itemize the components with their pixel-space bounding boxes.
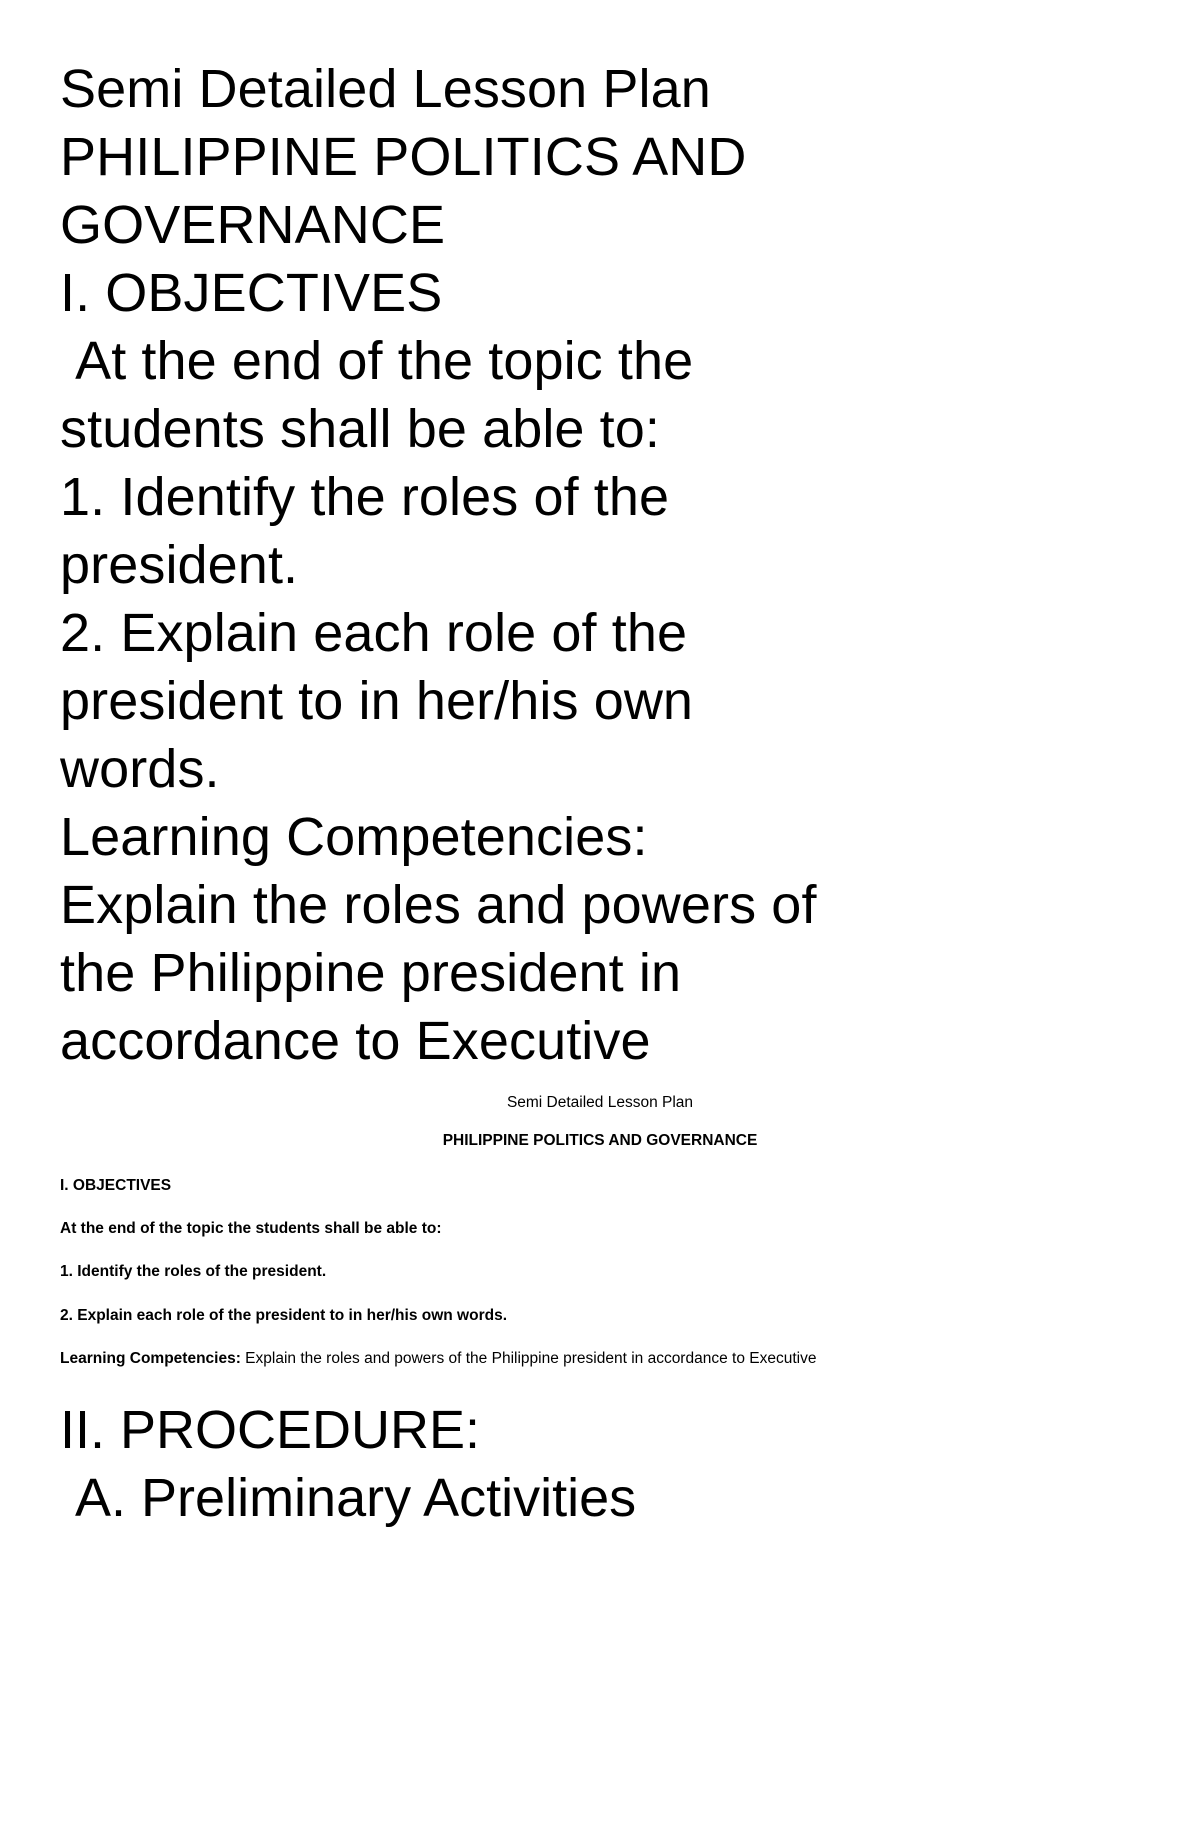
- heading-line: Semi Detailed Lesson Plan: [60, 59, 711, 119]
- heading-line: president to in her/his own: [60, 671, 694, 732]
- heading-line: 2. Explain each role of the: [60, 603, 688, 664]
- heading-line: students shall be able to:: [60, 399, 661, 460]
- heading-line: At the end of the topic the: [60, 331, 694, 392]
- heading-line: Learning Competencies:: [60, 807, 648, 868]
- heading-line: the Philippine president in: [60, 943, 682, 1004]
- competencies-text: Explain the roles and powers of the Philippine president in accordance to Executive: [240, 1349, 817, 1367]
- procedure-block: [60, 1396, 1140, 1532]
- body-objective-1: 1. Identify the roles of the president.: [60, 1263, 327, 1281]
- heading-line: president.: [60, 535, 299, 596]
- body-objectives-heading: I. OBJECTIVES: [60, 1176, 172, 1194]
- preliminary-activities-heading: A. Preliminary Activities: [60, 1468, 637, 1529]
- body-title-line-1: Semi Detailed Lesson Plan: [506, 1094, 694, 1112]
- competencies-label: Learning Competencies:: [60, 1349, 241, 1367]
- heading-line: GOVERNANCE: [60, 195, 446, 256]
- heading-line: Explain the roles and powers of: [60, 875, 817, 936]
- lesson-plan-body-block: [60, 1091, 1140, 1370]
- heading-line: I. OBJECTIVES: [60, 263, 443, 324]
- body-learning-competencies: [60, 1347, 1140, 1370]
- body-title-line-2: PHILIPPINE POLITICS AND GOVERNANCE: [442, 1131, 758, 1149]
- heading-line: PHILIPPINE POLITICS AND: [60, 127, 747, 188]
- heading-line: accordance to Executive: [60, 1011, 651, 1072]
- heading-line: words.: [60, 739, 220, 800]
- lesson-plan-heading-block: [60, 55, 1140, 1075]
- body-objectives-intro: At the end of the topic the students shall be able to:: [60, 1220, 442, 1238]
- procedure-heading: II. PROCEDURE:: [60, 1400, 481, 1461]
- body-objective-2: 2. Explain each role of the president to in her/his own words.: [60, 1306, 507, 1324]
- heading-line: 1. Identify the roles of the: [60, 467, 670, 528]
